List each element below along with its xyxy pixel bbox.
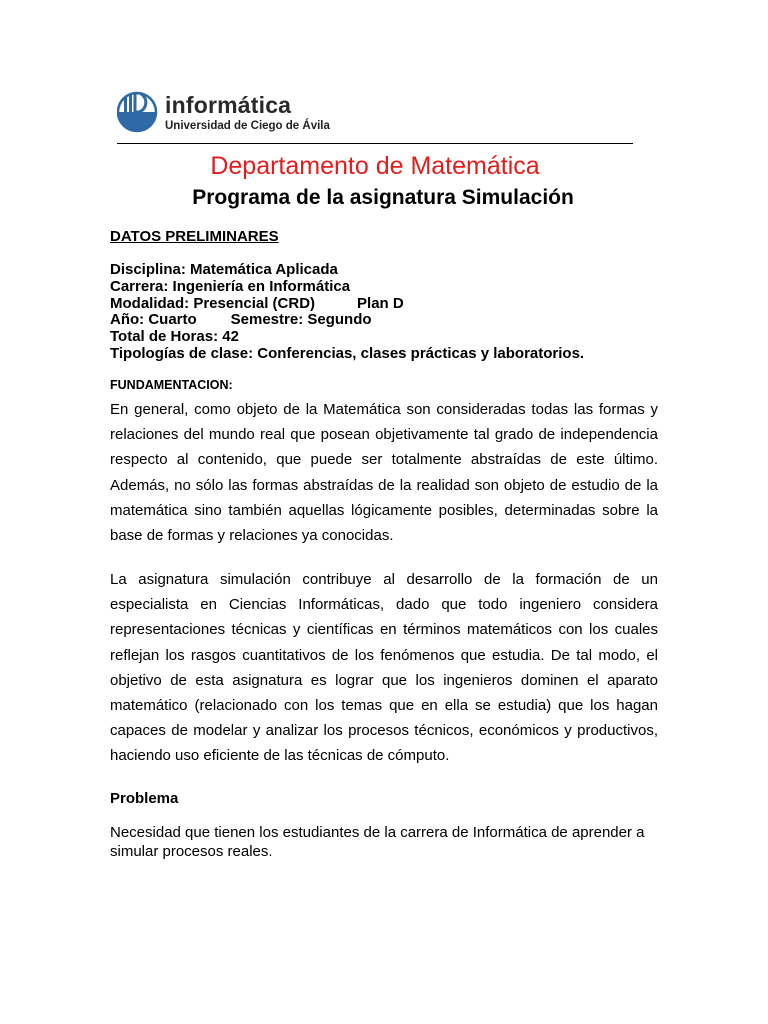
fundamentacion-paragraph-1: En general, como objeto de la Matemática son consideradas todas las formas y relaciones del mundo real que posean objetivamente tal grado de independencia respecto al contenido, que puede ser totalmente abstraídas de este último. Además, no sólo las formas abstraídas de la realidad son objeto de estudio de la matemática sino también aquellas lógicamente posibles, determinadas sobre la base de formas y relaciones ya conocidas. (110, 401, 658, 545)
problema-heading: Problema (110, 790, 179, 807)
header-divider (117, 143, 633, 144)
modalidad-value: Modalidad: Presencial (CRD) (110, 294, 316, 312)
problema-text: Necesidad que tienen los estudiantes de la carrera de Informática de aprender a simular procesos reales. (110, 824, 645, 860)
anio-line (110, 312, 584, 329)
logo-subtitle: Universidad de Ciego de Ávila (165, 120, 330, 132)
preliminary-data (110, 262, 584, 363)
modalidad-line (110, 296, 584, 313)
fundamentacion-paragraph-2: La asignatura simulación contribuye al desarrollo de la formación de un especialista en Ciencias Informáticas, dado que todo ingeniero considera representaciones técnicas y científicas en términos matemáticos con los cuales reflejan los rasgos cuantitativos de los fenómenos que estudia. De tal modo, el objetivo de esta asignatura es lograr que los ingenieros dominen el aparato matemático (relacionado con los temas que en ella se estudia) que los hagan capaces de modelar y analizar los procesos técnicos, económicos y productivos, haciendo uso eficiente de las técnicas de cómputo. (110, 571, 658, 765)
disciplina-line: Disciplina: Matemática Aplicada (110, 261, 338, 278)
semestre-value: Semestre: Segundo (230, 311, 372, 329)
fundamentacion-heading: FUNDAMENTACION: (110, 378, 233, 392)
anio-value: Año: Cuarto (110, 311, 197, 329)
carrera-line: Carrera: Ingeniería en Informática (110, 277, 351, 295)
plan-value: Plan D (357, 294, 404, 312)
university-logo (117, 90, 337, 138)
preliminary-heading: DATOS PRELIMINARES (110, 228, 279, 245)
logo-title: informática (165, 92, 292, 118)
university-logo-icon (117, 90, 161, 134)
total-horas-line: Total de Horas: 42 (110, 328, 239, 346)
tipologias-line: Tipologías de clase: Conferencias, clases prácticas y laboratorios. (110, 344, 585, 362)
subject-title: Programa de la asignatura Simulación (192, 186, 574, 209)
department-title: Departamento de Matemática (210, 152, 540, 180)
